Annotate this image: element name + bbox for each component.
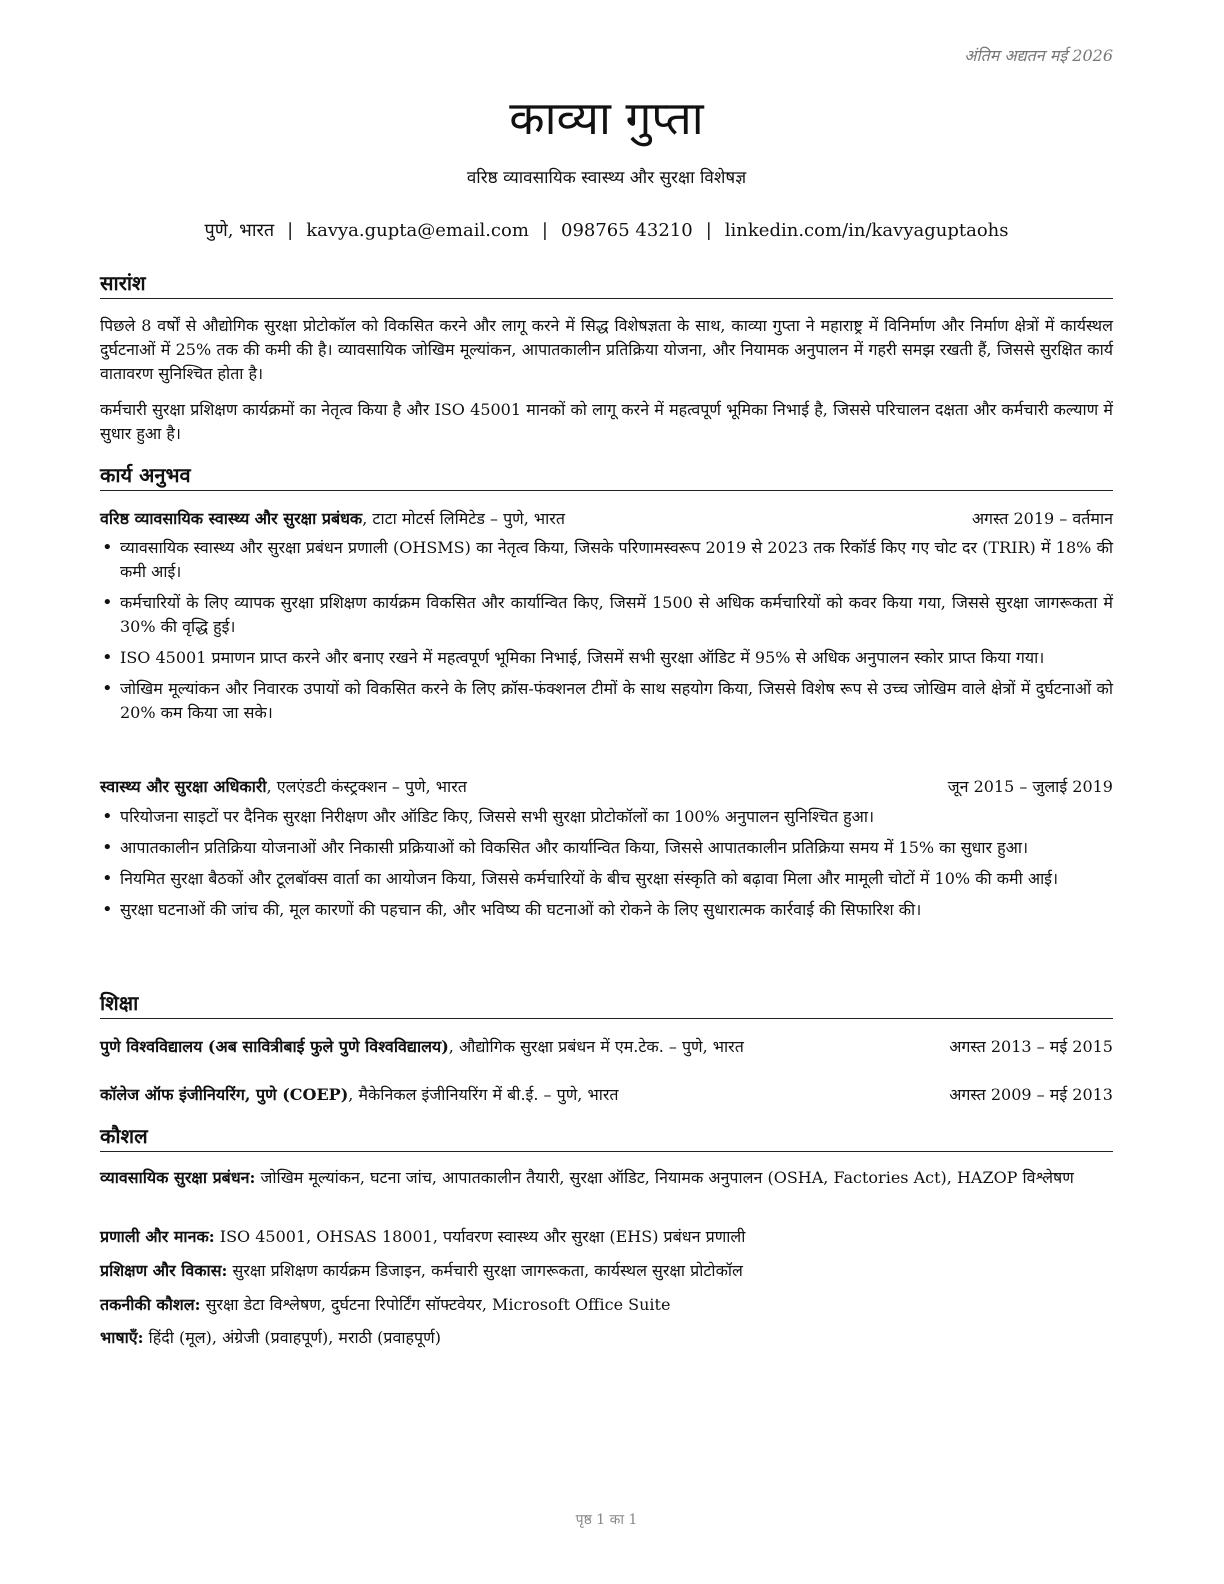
contact-line xyxy=(100,218,1113,244)
skill-line xyxy=(100,1166,1113,1190)
section-heading-summary: सारांश xyxy=(100,270,1113,299)
candidate-name: काव्या गुप्ता xyxy=(509,91,704,145)
contact-separator: | xyxy=(541,220,548,241)
skill-line xyxy=(100,1259,1113,1283)
job-bullet: • जोखिम मूल्यांकन और निवारक उपायों को विकसित करने के लिए क्रॉस-फंक्शनल टीमों के साथ सहयोग किया, जिससे विशेष रूप से उच्च जोखिम वाले क्षेत्रों में दुर्घटनाओं को 20% कम किया जा सके। xyxy=(100,677,1113,725)
skill-label: तकनीकी कौशल: xyxy=(100,1295,201,1314)
job-bullet: • नियमित सुरक्षा बैठकों और टूलबॉक्स वार्ता का आयोजन किया, जिससे कर्मचारियों के बीच सुरक्षा संस्कृति को बढ़ावा मिला और मामूली चोटों में 10% की कमी आई। xyxy=(100,867,1113,891)
skill-label: भाषाएँ: xyxy=(100,1328,144,1347)
section-heading-education: शिक्षा xyxy=(100,990,1113,1019)
education-entry xyxy=(100,1035,1113,1059)
page-number: पृष्ठ 1 का 1 xyxy=(575,1512,638,1528)
education-school: कॉलेज ऑफ इंजीनियरिंग, पुणे (COEP) xyxy=(100,1085,349,1104)
contact-separator: | xyxy=(287,220,294,241)
skill-value: जोखिम मूल्यांकन, घटना जांच, आपातकालीन तैयारी, सुरक्षा ऑडिट, नियामक अनुपालन (OSHA, Factories Act), HAZOP विश्लेषण xyxy=(255,1168,1074,1187)
job-organization: , टाटा मोटर्स लिमिटेड – पुणे, भारत xyxy=(362,509,565,528)
education-detail: , मैकेनिकल इंजीनियरिंग में बी.ई. – पुणे, भारत xyxy=(348,1085,619,1104)
education-entry xyxy=(100,1083,1113,1107)
job-bullet: • व्यावसायिक स्वास्थ्य और सुरक्षा प्रबंधन प्रणाली (OHSMS) का नेतृत्व किया, जिसके परिणामस्वरूप 2019 से 2023 तक रिकॉर्ड किए गए चोट दर (TRIR) में 18% की कमी आई। xyxy=(100,536,1113,584)
job-dates: जून 2015 – जुलाई 2019 xyxy=(947,777,1113,796)
skill-label: प्रणाली और मानक: xyxy=(100,1227,215,1246)
contact-separator: | xyxy=(705,220,712,241)
skill-value: सुरक्षा डेटा विश्लेषण, दुर्घटना रिपोर्टिंग सॉफ्टवेयर, Microsoft Office Suite xyxy=(200,1295,671,1314)
job-bullet-list xyxy=(100,536,1113,732)
education-dates: अगस्त 2009 – मई 2013 xyxy=(949,1085,1113,1104)
job-organization: , एलएंडटी कंस्ट्रक्शन – पुणे, भारत xyxy=(266,777,467,796)
job-entry-header xyxy=(100,775,1113,799)
contact-location: पुणे, भारत xyxy=(204,220,275,241)
last-updated: अंतिम अद्यतन मई 2026 xyxy=(964,46,1113,65)
contact-phone: 098765 43210 xyxy=(561,220,693,241)
skill-value: ISO 45001, OHSAS 18001, पर्यावरण स्वास्थ्य और सुरक्षा (EHS) प्रबंधन प्रणाली xyxy=(214,1227,746,1246)
summary-paragraph: पिछले 8 वर्षों से औद्योगिक सुरक्षा प्रोटोकॉल को विकसित करने और लागू करने में सिद्ध विशेषज्ञता के साथ, काव्या गुप्ता ने महाराष्ट्र में विनिर्माण और निर्माण क्षेत्रों में कार्यस्थल दुर्घटनाओं में 25% तक की कमी की है। व्यावसायिक जोखिम मूल्यांकन, आपातकालीन प्रतिक्रिया योजना, और नियामक अनुपालन में गहरी समझ रखती हैं, जिससे सुरक्षित कार्य वातावरण सुनिश्चित होता है। xyxy=(100,316,1113,383)
job-dates: अगस्त 2019 – वर्तमान xyxy=(971,509,1113,528)
job-bullet: • सुरक्षा घटनाओं की जांच की, मूल कारणों की पहचान की, और भविष्य की घटनाओं को रोकने के लिए सुधारात्मक कार्रवाई की सिफारिश की। xyxy=(100,898,1113,922)
job-bullet: • परियोजना साइटों पर दैनिक सुरक्षा निरीक्षण और ऑडिट किए, जिससे सभी सुरक्षा प्रोटोकॉलों का 100% अनुपालन सुनिश्चित हुआ। xyxy=(100,805,1113,829)
job-bullet-list xyxy=(100,805,1113,929)
job-title: वरिष्ठ व्यावसायिक स्वास्थ्य और सुरक्षा प्रबंधक xyxy=(100,509,363,528)
skill-value: सुरक्षा प्रशिक्षण कार्यक्रम डिजाइन, कर्मचारी सुरक्षा जागरूकता, कार्यस्थल सुरक्षा प्रोटोकॉल xyxy=(227,1261,743,1280)
job-title: स्वास्थ्य और सुरक्षा अधिकारी xyxy=(100,777,267,796)
education-detail: , औद्योगिक सुरक्षा प्रबंधन में एम.टेक. – पुणे, भारत xyxy=(448,1037,744,1056)
education-school: पुणे विश्वविद्यालय (अब सावित्रीबाई फुले पुणे विश्वविद्यालय) xyxy=(100,1037,449,1056)
job-entry-header xyxy=(100,507,1113,531)
job-bullet: • कर्मचारियों के लिए व्यापक सुरक्षा प्रशिक्षण कार्यक्रम विकसित और कार्यान्वित किए, जिसमें 1500 से अधिक कर्मचारियों को कवर किया गया, जिससे सुरक्षा जागरूकता में 30% की वृद्धि हुई। xyxy=(100,591,1113,639)
contact-email[interactable]: kavya.gupta@email.com xyxy=(306,220,529,241)
job-bullet: • ISO 45001 प्रमाणन प्राप्त करने और बनाए रखने में महत्वपूर्ण भूमिका निभाई, जिसमें सभी सुरक्षा ऑडिट में 95% से अधिक अनुपालन स्कोर प्राप्त किया गया। xyxy=(100,646,1113,670)
skill-value: हिंदी (मूल), अंग्रेजी (प्रवाहपूर्ण), मराठी (प्रवाहपूर्ण) xyxy=(143,1328,441,1347)
resume-page xyxy=(100,0,1113,1584)
skill-line xyxy=(100,1326,1113,1350)
skill-line xyxy=(100,1225,1113,1249)
summary-paragraph: कर्मचारी सुरक्षा प्रशिक्षण कार्यक्रमों का नेतृत्व किया है और ISO 45001 मानकों को लागू करने में महत्वपूर्ण भूमिका निभाई है, जिससे परिचालन दक्षता और कर्मचारी कल्याण में सुधार हुआ है। xyxy=(100,400,1113,443)
job-bullet: • आपातकालीन प्रतिक्रिया योजनाओं और निकासी प्रक्रियाओं को विकसित और कार्यान्वित किया, जिससे आपातकालीन प्रतिक्रिया समय में 15% का सुधार हुआ। xyxy=(100,836,1113,860)
skill-label: व्यावसायिक सुरक्षा प्रबंधन: xyxy=(100,1168,256,1187)
contact-linkedin[interactable]: linkedin.com/in/kavyaguptaohs xyxy=(724,220,1009,241)
education-dates: अगस्त 2013 – मई 2015 xyxy=(949,1037,1113,1056)
section-heading-experience: कार्य अनुभव xyxy=(100,462,1113,491)
job-subtitle: वरिष्ठ व्यावसायिक स्वास्थ्य और सुरक्षा विशेषज्ञ xyxy=(466,168,747,188)
section-heading-skills: कौशल xyxy=(100,1123,1113,1152)
skill-label: प्रशिक्षण और विकास: xyxy=(100,1261,228,1280)
skill-line xyxy=(100,1293,1113,1317)
